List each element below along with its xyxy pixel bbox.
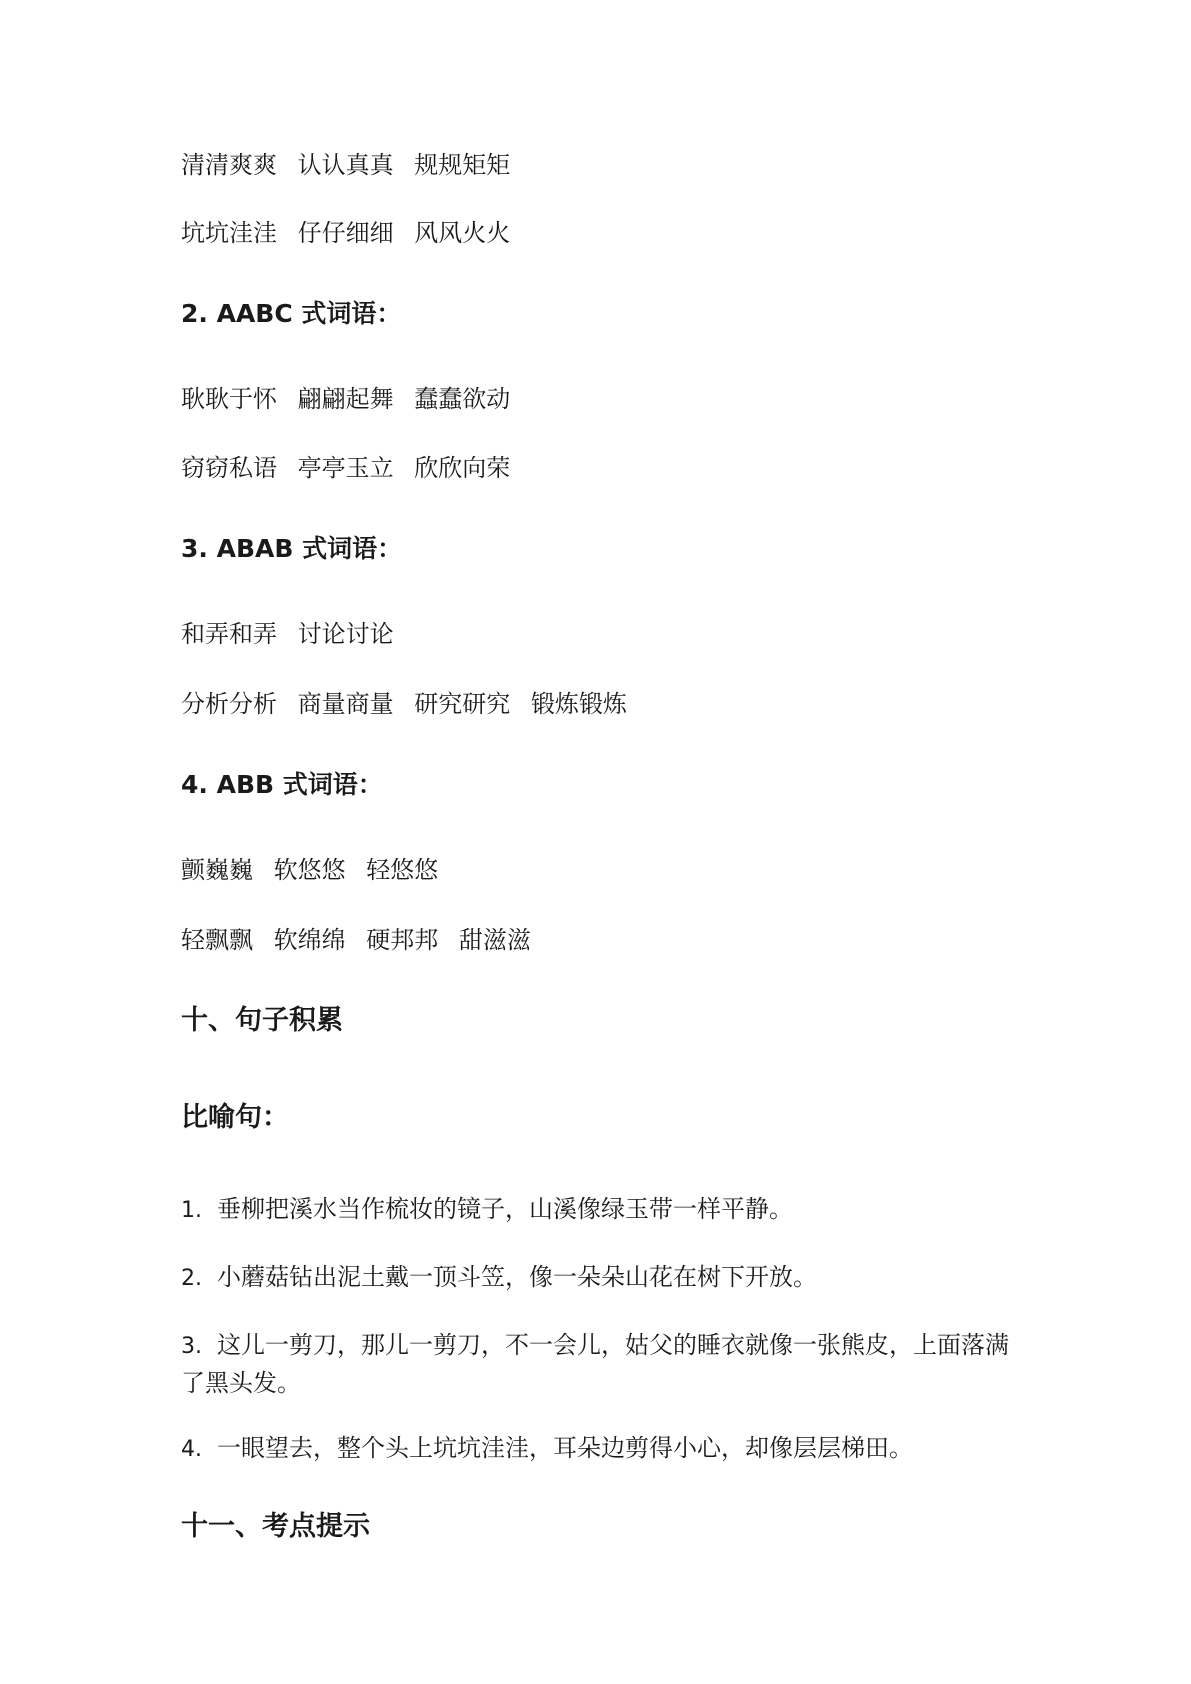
list-number: 1. <box>181 1198 202 1223</box>
word-row <box>181 384 510 414</box>
word-row <box>181 855 438 885</box>
word: 硬邦邦 <box>366 926 439 954</box>
list-number: 2. <box>181 1266 202 1291</box>
section-heading-tips: 十一、考点提示 <box>181 1511 370 1542</box>
word-row <box>181 619 394 649</box>
word: 翩翩起舞 <box>297 385 394 413</box>
word: 轻悠悠 <box>366 856 439 884</box>
word: 研究研究 <box>414 690 511 718</box>
word: 轻飘飘 <box>181 926 253 954</box>
word: 讨论讨论 <box>297 620 394 648</box>
section-heading-aabc: 2. AABC 式词语： <box>181 299 402 328</box>
word-row <box>181 689 627 719</box>
word: 规规矩矩 <box>414 151 511 179</box>
word-row <box>181 218 510 248</box>
word: 认认真真 <box>297 151 394 179</box>
word: 商量商量 <box>297 690 394 718</box>
word: 坑坑洼洼 <box>181 219 277 247</box>
word: 蠢蠢欲动 <box>414 385 511 413</box>
word: 锻炼锻炼 <box>530 690 627 718</box>
list-item <box>181 1191 1021 1229</box>
list-text: 小蘑菇钻出泥土戴一顶斗笠，像一朵朵山花在树下开放。 <box>217 1263 817 1291</box>
list-text: 一眼望去，整个头上坑坑洼洼，耳朵边剪得小心，却像层层梯田。 <box>217 1434 913 1462</box>
section-heading-sentences: 十、句子积累 <box>181 1005 343 1036</box>
word: 仔仔细细 <box>297 219 394 247</box>
section-heading-abab: 3. ABAB 式词语： <box>181 534 403 563</box>
list-number: 4. <box>181 1437 202 1462</box>
word: 清清爽爽 <box>181 151 277 179</box>
word-row <box>181 925 531 955</box>
word: 窃窃私语 <box>181 454 277 482</box>
word: 风风火火 <box>414 219 511 247</box>
list-item <box>181 1259 1021 1297</box>
list-number: 3. <box>181 1334 202 1359</box>
word: 亭亭玉立 <box>297 454 394 482</box>
word: 分析分析 <box>181 690 277 718</box>
list-text: 垂柳把溪水当作梳妆的镜子，山溪像绿玉带一样平静。 <box>217 1195 793 1223</box>
list-text: 这儿一剪刀，那儿一剪刀，不一会儿，姑父的睡衣就像一张熊皮，上面落满了黑头发。 <box>181 1331 1009 1397</box>
word-row <box>181 150 510 180</box>
word: 甜滋滋 <box>458 926 531 954</box>
word-row <box>181 453 510 483</box>
section-heading-abb: 4. ABB 式词语： <box>181 770 383 799</box>
subheading-simile: 比喻句： <box>181 1102 289 1133</box>
word: 颤巍巍 <box>181 856 253 884</box>
list-item <box>181 1430 1021 1468</box>
word: 欣欣向荣 <box>414 454 511 482</box>
list-item <box>181 1327 1021 1401</box>
word: 耿耿于怀 <box>181 385 277 413</box>
word: 软悠悠 <box>273 856 346 884</box>
word: 和弄和弄 <box>181 620 277 648</box>
word: 软绵绵 <box>273 926 346 954</box>
